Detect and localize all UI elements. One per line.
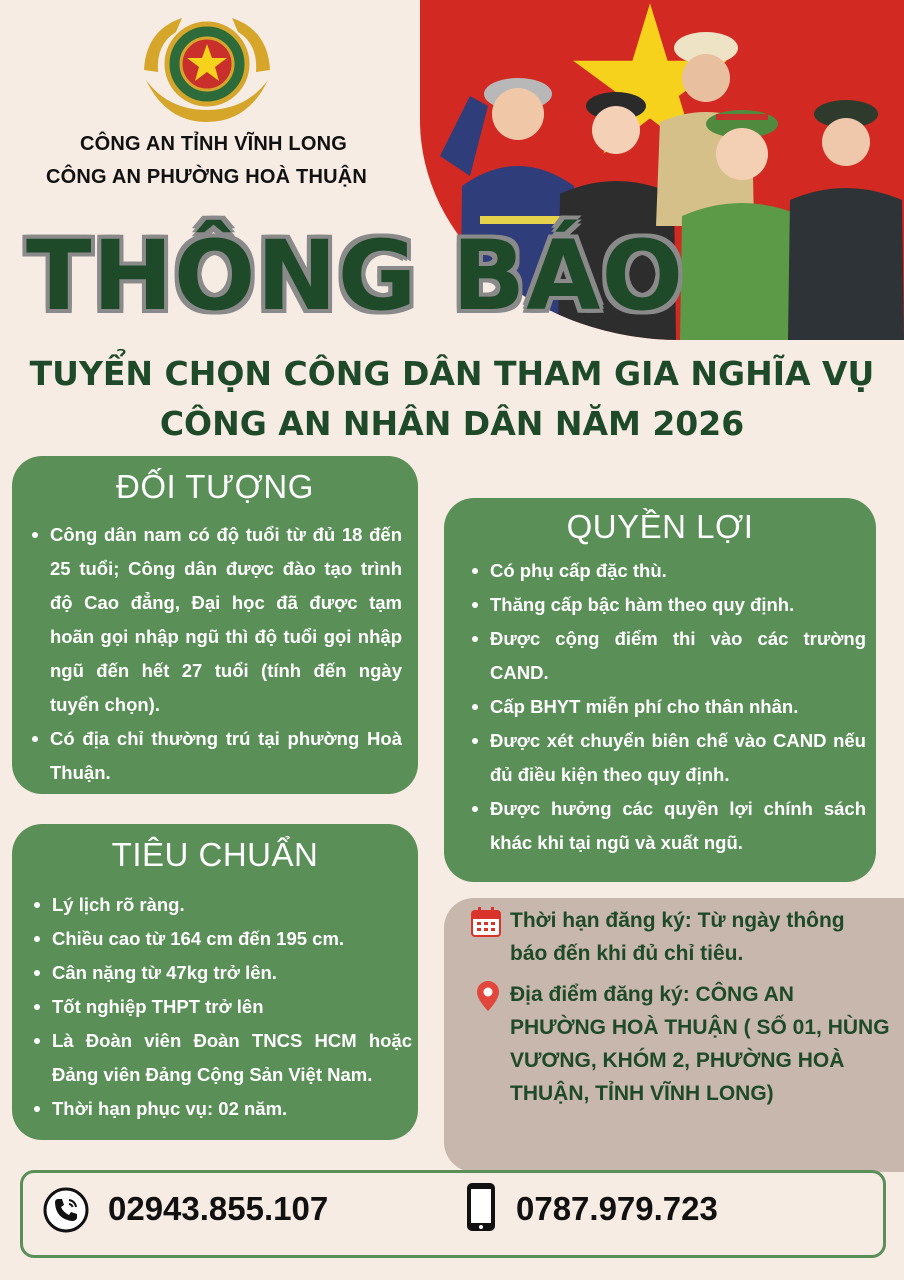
list-item: Tốt nghiệp THPT trở lên <box>30 990 412 1024</box>
registration-place: Địa điểm đăng ký: CÔNG AN PHƯỜNG HOÀ THUẬN ( SỐ 01, HÙNG VƯƠNG, KHÓM 2, PHƯỜNG HOÀ THUẬN, TỈNH VĨNH LONG) <box>510 983 890 1105</box>
officer-dark-uniform-figure <box>780 96 904 340</box>
calendar-icon <box>470 906 502 938</box>
criteria-list <box>12 874 418 1126</box>
mobile-phone-icon <box>466 1182 496 1232</box>
list-item: Có địa chỉ thường trú tại phường Hoà Thuận. <box>28 722 402 790</box>
list-item: Được xét chuyển biên chế vào CAND nếu đủ điều kiện theo quy định. <box>468 724 866 792</box>
criteria-card <box>12 824 418 1140</box>
benefits-card <box>444 498 876 882</box>
subtitle-line-2: CÔNG AN NHÂN DÂN NĂM 2026 <box>159 404 745 443</box>
list-item: Thăng cấp bậc hàm theo quy định. <box>468 588 866 622</box>
list-item: Là Đoàn viên Đoàn TNCS HCM hoặc Đảng viên Đảng Cộng Sản Việt Nam. <box>30 1024 412 1092</box>
benefits-list <box>444 546 876 860</box>
eligible-subjects-card <box>12 456 418 794</box>
list-item: Có phụ cấp đặc thù. <box>468 554 866 588</box>
landline-phone-number[interactable]: 02943.855.107 <box>108 1190 329 1227</box>
benefits-heading: QUYỀN LỢI <box>566 508 754 545</box>
list-item: Lý lịch rõ ràng. <box>30 888 412 922</box>
list-item: Được cộng điểm thi vào các trường CAND. <box>468 622 866 690</box>
location-pin-icon <box>477 981 499 1011</box>
org-name-province: CÔNG AN TỈNH VĨNH LONG <box>80 133 347 155</box>
list-item: Được hưởng các quyền lợi chính sách khác khi tại ngũ và xuất ngũ. <box>468 792 866 860</box>
police-emblem-icon <box>136 10 278 128</box>
org-name-ward: CÔNG AN PHƯỜNG HOÀ THUẬN <box>46 166 368 188</box>
list-item: Cân nặng từ 47kg trở lên. <box>30 956 412 990</box>
list-item: Chiều cao từ 164 cm đến 195 cm. <box>30 922 412 956</box>
criteria-heading: TIÊU CHUẨN <box>111 836 319 873</box>
mobile-phone-number[interactable]: 0787.979.723 <box>516 1190 718 1227</box>
subtitle-line-1: TUYỂN CHỌN CÔNG DÂN THAM GIA NGHĨA VỤ <box>29 354 875 393</box>
eligible-subjects-list <box>12 506 418 790</box>
phone-icon <box>42 1186 90 1234</box>
list-item: Cấp BHYT miễn phí cho thân nhân. <box>468 690 866 724</box>
registration-time: Thời hạn đăng ký: Từ ngày thông báo đến khi đủ chỉ tiêu. <box>510 909 845 965</box>
list-item: Công dân nam có độ tuổi từ đủ 18 đến 25 tuổi; Công dân được đào tạo trình độ Cao đẳng, Đại học đã được tạm hoãn gọi nhập ngũ thì độ tuổi gọi nhập ngũ đến hết 27 tuổi (tính đến ngày tuyển chọn). <box>28 518 402 722</box>
eligible-subjects-heading: ĐỐI TƯỢNG <box>116 468 314 505</box>
list-item: Thời hạn phục vụ: 02 năm. <box>30 1092 412 1126</box>
page-title: THÔNG BÁO <box>26 220 685 332</box>
